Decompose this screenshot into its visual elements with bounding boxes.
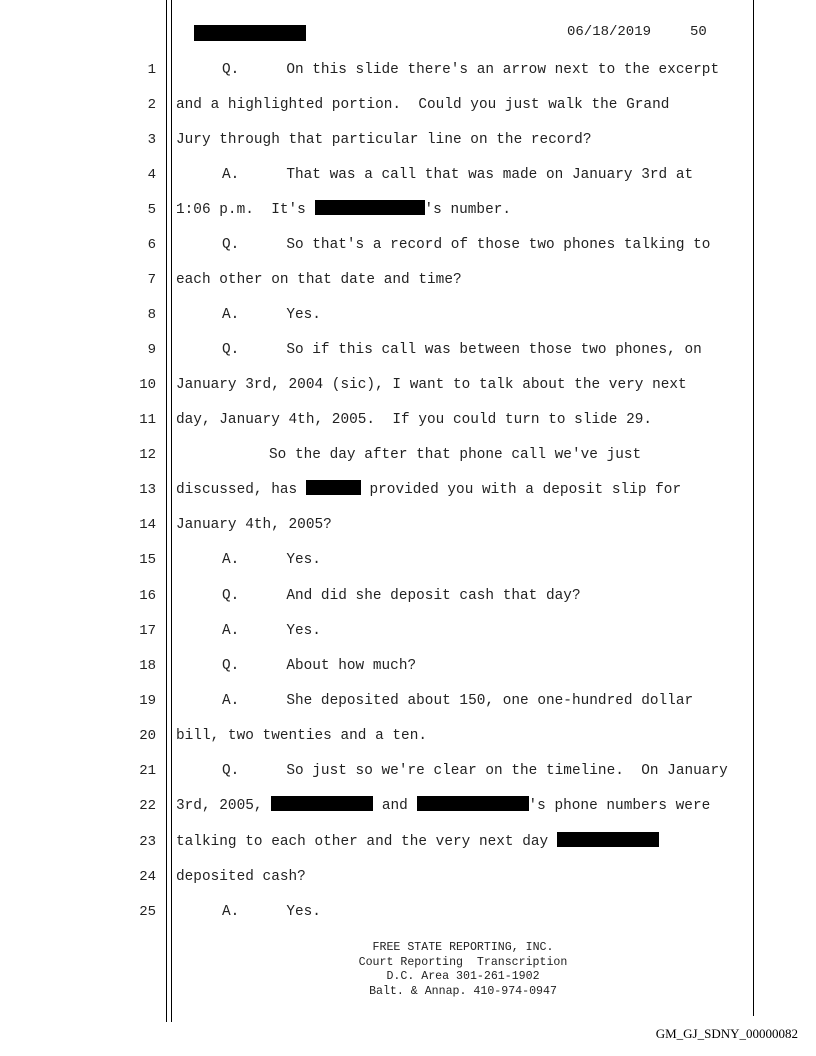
line-number: 1: [147, 62, 156, 78]
speaker-label: Q.: [222, 62, 240, 78]
line-text: A. Yes.: [222, 623, 321, 639]
line-text: Q. So just so we're clear on the timeline. On January: [222, 763, 728, 779]
line-text: Q. About how much?: [222, 658, 417, 674]
transcript-line: [0, 902, 760, 926]
transcript-line: [0, 60, 760, 84]
line-number: 21: [139, 763, 156, 779]
transcript-line: [0, 305, 760, 329]
line-text: January 4th, 2005?: [176, 517, 332, 533]
transcript-line: [0, 445, 760, 469]
line-number: 5: [147, 202, 156, 218]
line-text: A. Yes.: [222, 904, 321, 920]
footer-phone-dc: D.C. Area 301-261-1902: [386, 970, 540, 984]
speaker-label: Q.: [222, 588, 240, 604]
line-number: 18: [139, 658, 156, 674]
transcript-line: [0, 832, 760, 856]
transcript-line: [0, 621, 760, 645]
line-text: A. Yes.: [222, 307, 321, 323]
speaker-label: Q.: [222, 658, 240, 674]
line-text: bill, two twenties and a ten.: [176, 728, 428, 744]
line-number: 15: [139, 552, 156, 568]
line-text: deposited cash?: [176, 869, 306, 885]
reporter-footer: [300, 941, 626, 999]
speaker-label: A.: [222, 623, 240, 639]
footer-phone-balt: Balt. & Annap. 410-974-0947: [369, 984, 557, 998]
line-text: Q. And did she deposit cash that day?: [222, 588, 581, 604]
line-number: 25: [139, 904, 156, 920]
page-number: 50: [690, 24, 707, 40]
transcript-line: [0, 515, 760, 539]
redaction-box: [194, 25, 306, 41]
line-number: 9: [147, 342, 156, 358]
line-number: 2: [147, 97, 156, 113]
line-number: 14: [139, 517, 156, 533]
line-number: 6: [147, 237, 156, 253]
line-text: each other on that date and time?: [176, 272, 462, 288]
redaction-box: [417, 796, 529, 811]
transcript-line: [0, 586, 760, 610]
speaker-label: A.: [222, 307, 240, 323]
line-text: discussed, has provided you with a deposit slip for: [176, 482, 682, 498]
footer-company: FREE STATE REPORTING, INC.: [372, 941, 554, 954]
transcript-line: [0, 656, 760, 680]
line-text: 3rd, 2005, and 's phone numbers were: [176, 798, 711, 814]
line-text: January 3rd, 2004 (sic), I want to talk about the very next: [176, 377, 687, 393]
speaker-label: A.: [222, 167, 240, 183]
bates-number: GM_GJ_SDNY_00000082: [655, 1026, 798, 1041]
speaker-label: Q.: [222, 342, 240, 358]
line-text: Q. On this slide there's an arrow next to the excerpt: [222, 62, 720, 78]
line-number: 24: [139, 869, 156, 885]
line-number: 7: [147, 272, 156, 288]
line-text: Jury through that particular line on the record?: [176, 132, 592, 148]
speaker-label: A.: [222, 552, 240, 568]
transcript-line: [0, 200, 760, 224]
line-number: 22: [139, 798, 156, 814]
line-text: talking to each other and the very next day: [176, 832, 659, 852]
speaker-label: A.: [222, 904, 240, 920]
line-text: and a highlighted portion. Could you just walk the Grand: [176, 97, 670, 113]
transcript-line: [0, 867, 760, 891]
transcript-line: [0, 761, 760, 785]
transcript-line: [0, 796, 760, 820]
line-number: 8: [147, 307, 156, 323]
line-text: day, January 4th, 2005. If you could turn to slide 29.: [176, 412, 653, 428]
line-text: Q. So if this call was between those two phones, on: [222, 342, 702, 358]
line-number: 19: [139, 693, 156, 709]
transcript-line: [0, 130, 760, 154]
transcript-line: [0, 340, 760, 364]
line-number: 20: [139, 728, 156, 744]
transcript-line: [0, 95, 760, 119]
transcript-line: [0, 270, 760, 294]
line-number: 3: [147, 132, 156, 148]
line-text: So the day after that phone call we've just: [269, 447, 642, 463]
transcript-line: [0, 410, 760, 434]
redaction-box: [557, 832, 659, 847]
speaker-label: A.: [222, 693, 240, 709]
line-number: 4: [147, 167, 156, 183]
redaction-box: [306, 480, 361, 495]
transcript-line: [0, 550, 760, 574]
transcript-line: [0, 726, 760, 750]
transcript-line: [0, 691, 760, 715]
line-number: 12: [139, 447, 156, 463]
redaction-box: [315, 200, 425, 215]
redaction-box: [271, 796, 373, 811]
line-number: 11: [139, 412, 156, 428]
line-text: A. She deposited about 150, one one-hundred dollar: [222, 693, 694, 709]
line-text: A. Yes.: [222, 552, 321, 568]
line-text: 1:06 p.m. It's 's number.: [176, 202, 512, 218]
line-number: 17: [139, 623, 156, 639]
footer-services: Court Reporting Transcription: [358, 955, 568, 969]
line-number: 16: [139, 588, 156, 604]
speaker-label: Q.: [222, 237, 240, 253]
speaker-label: Q.: [222, 763, 240, 779]
transcript-date: 06/18/2019: [567, 24, 652, 40]
transcript-line: [0, 375, 760, 399]
line-text: A. That was a call that was made on January 3rd at: [222, 167, 694, 183]
line-number: 13: [139, 482, 156, 498]
line-number: 10: [139, 377, 156, 393]
transcript-line: [0, 165, 760, 189]
transcript-line: [0, 235, 760, 259]
transcript-line: [0, 480, 760, 504]
line-text: Q. So that's a record of those two phones talking to: [222, 237, 711, 253]
line-number: 23: [139, 834, 156, 850]
